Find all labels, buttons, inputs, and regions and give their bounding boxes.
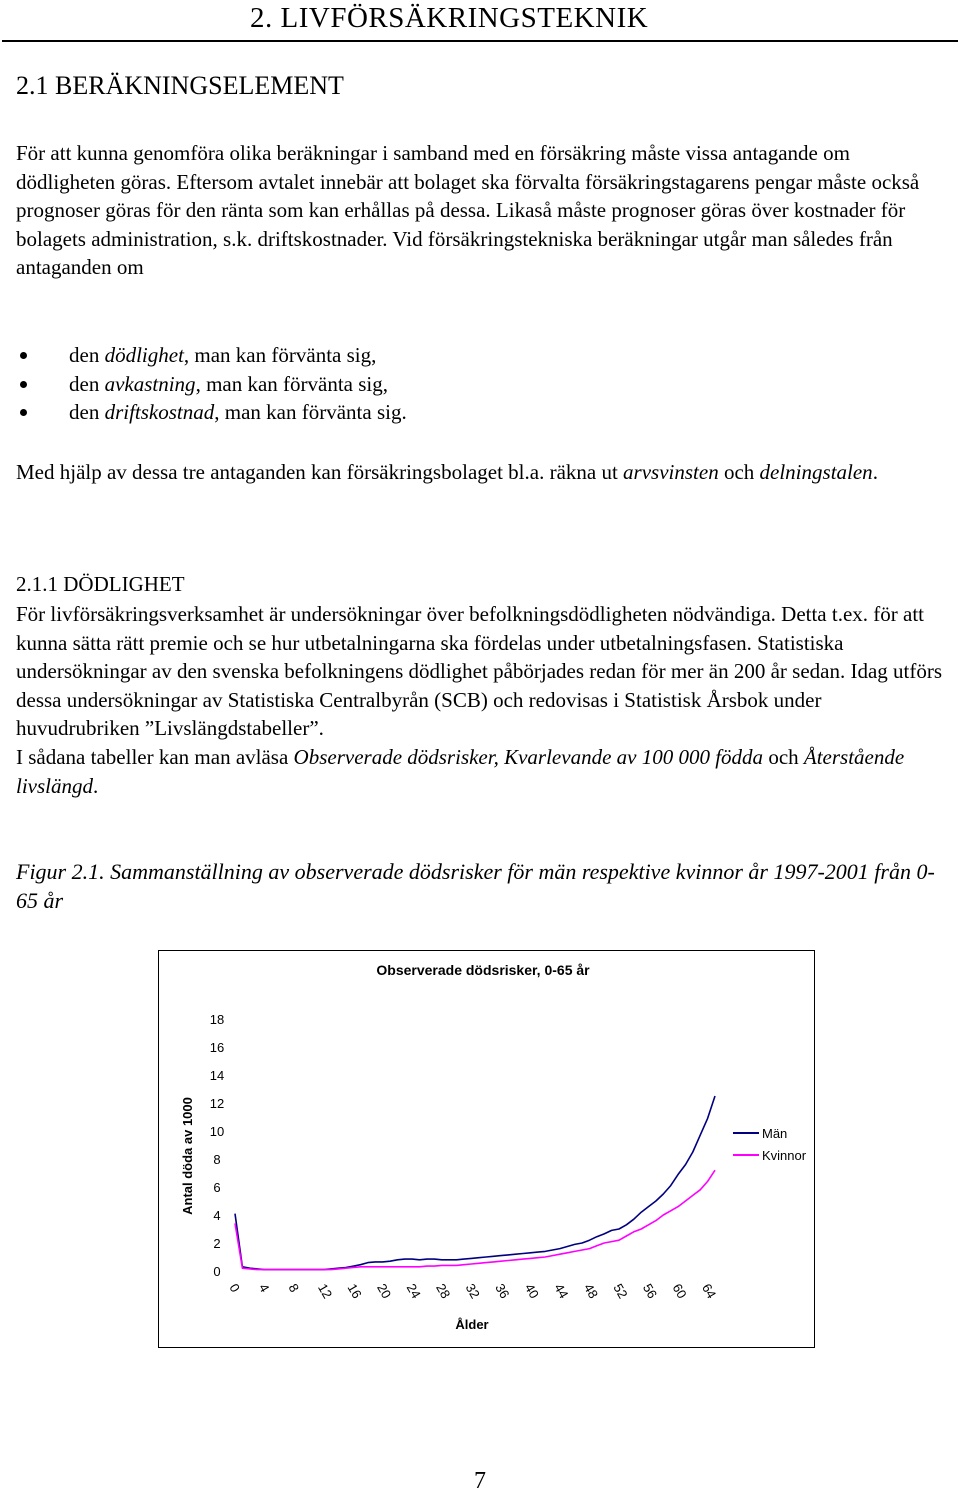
x-tick-label: 12 <box>315 1281 336 1302</box>
legend-label-men: Män <box>762 1126 788 1141</box>
y-tick-label: 18 <box>209 1012 225 1027</box>
y-tick-label: 6 <box>213 1180 221 1195</box>
header-rule <box>2 40 958 42</box>
body2-term-1: Observerade dödsrisker, Kvarlevande av 100 000 födda <box>293 744 764 769</box>
y-tick-label: 16 <box>209 1040 225 1055</box>
legend-label-women: Kvinnor <box>762 1148 807 1163</box>
y-tick-label: 2 <box>213 1236 221 1251</box>
bullet-prefix: den <box>69 343 105 367</box>
y-tick-label: 12 <box>209 1096 225 1111</box>
subsection-title: 2.1.1 DÖDLIGHET <box>16 572 185 596</box>
list-item <box>16 341 916 370</box>
x-tick-label: 8 <box>285 1281 303 1295</box>
x-tick-label: 24 <box>403 1281 424 1302</box>
intro-text: För att kunna genomföra olika beräkningar i samband med en försäkring måste vissa antagande om dödligheten göras. Eftersom avtalet innebär att bolaget ska förvalta försäkringstagarens pengar måste också prognoser göras för den ränta som kan erhållas på dessa. Likaså måste prognoser göras över kostnader för bolagets administration, s.k. driftskostnader. Vid försäkringstekniska beräkningar utgår man således från antaganden om <box>16 141 920 280</box>
bullet-term: driftskostnad <box>104 400 215 425</box>
page-number: 7 <box>474 1468 486 1494</box>
x-tick-label: 32 <box>462 1281 483 1302</box>
chart-title: Observerade dödsrisker, 0-65 år <box>376 962 590 978</box>
mortality-line-chart <box>158 950 814 1348</box>
body2-text: I sådana tabeller kan man avläsa <box>16 744 294 769</box>
x-tick-label: 60 <box>669 1281 690 1302</box>
bullet-suffix: , man kan förvänta sig. <box>214 400 407 425</box>
summary-mid: och <box>718 460 760 484</box>
y-tick-label: 0 <box>213 1264 221 1279</box>
y-tick-label: 4 <box>213 1208 221 1223</box>
summary-end: . <box>872 460 878 484</box>
intro-paragraph <box>16 139 946 282</box>
bullet-suffix: , man kan förvänta sig, <box>183 343 377 367</box>
y-tick-label: 10 <box>209 1124 225 1139</box>
summary-text: Med hjälp av dessa tre antaganden kan försäkringsbolaget bl.a. räkna ut <box>16 460 624 484</box>
x-tick-label: 56 <box>639 1281 661 1302</box>
body2-end: . <box>93 773 99 798</box>
bullet-icon <box>20 381 27 388</box>
y-tick-label: 8 <box>213 1152 221 1167</box>
body2-mid: och <box>763 744 804 769</box>
y-axis-label: Antal döda av 1000 <box>180 1097 195 1215</box>
x-tick-label: 52 <box>610 1281 631 1302</box>
x-tick-label: 48 <box>580 1281 602 1302</box>
summary-paragraph <box>16 458 946 487</box>
chapter-title: 2. LIVFÖRSÄKRINGSTEKNIK <box>250 2 649 34</box>
mortality-paragraph <box>16 600 946 800</box>
bullet-term: avkastning <box>104 371 196 396</box>
summary-term-1: arvsvinsten <box>623 460 719 484</box>
body2-term-2: Återstående livslängd <box>16 744 905 798</box>
list-item <box>16 398 916 427</box>
assumption-list <box>16 341 916 427</box>
x-tick-label: 44 <box>551 1281 572 1302</box>
x-tick-label: 0 <box>226 1281 244 1295</box>
x-tick-label: 28 <box>433 1281 454 1302</box>
bullet-prefix: den <box>69 371 105 396</box>
bullet-term: dödlighet <box>104 343 184 367</box>
bullet-icon <box>20 352 27 359</box>
y-tick-label: 14 <box>209 1068 225 1083</box>
x-tick-label: 20 <box>374 1281 395 1302</box>
x-tick-label: 16 <box>344 1281 365 1302</box>
bullet-prefix: den <box>69 400 105 425</box>
summary-term-2: delningstalen <box>759 460 873 484</box>
men-series-line <box>235 1096 715 1270</box>
bullet-icon <box>20 409 27 416</box>
x-tick-label: 40 <box>521 1281 543 1302</box>
x-tick-label: 4 <box>255 1281 273 1295</box>
x-tick-label: 64 <box>699 1281 720 1302</box>
body-text-1: För livförsäkringsverksamhet är undersökningar över befolkningsdödligheten nödvändiga. Detta t.ex. för att kunna sätta rätt premie och se hur utbetalningarna ska fördelas under utbetalningsfasen. Statistiska undersökningar av den svenska befolkningens dödlighet påbörjades redan för mer än 200 år sedan. Idag utförs dessa undersökningar av Statistiska Centralbyrån (SCB) och redovisas i Statistisk Årsbok under huvudrubriken ”Livslängdstabeller”. <box>16 602 943 741</box>
women-series-line <box>235 1170 715 1269</box>
figure-caption: Figur 2.1. Sammanställning av observerade dödsrisker för män respektive kvinnor år 1997-2001 från 0-65 år <box>16 859 935 913</box>
x-axis-label: Ålder <box>455 1317 489 1332</box>
section-title: 2.1 BERÄKNINGSELEMENT <box>16 71 344 100</box>
bullet-suffix: , man kan förvänta sig, <box>195 371 389 396</box>
body-text-2 <box>16 743 946 800</box>
x-tick-label: 36 <box>492 1281 513 1302</box>
list-item <box>16 370 916 399</box>
